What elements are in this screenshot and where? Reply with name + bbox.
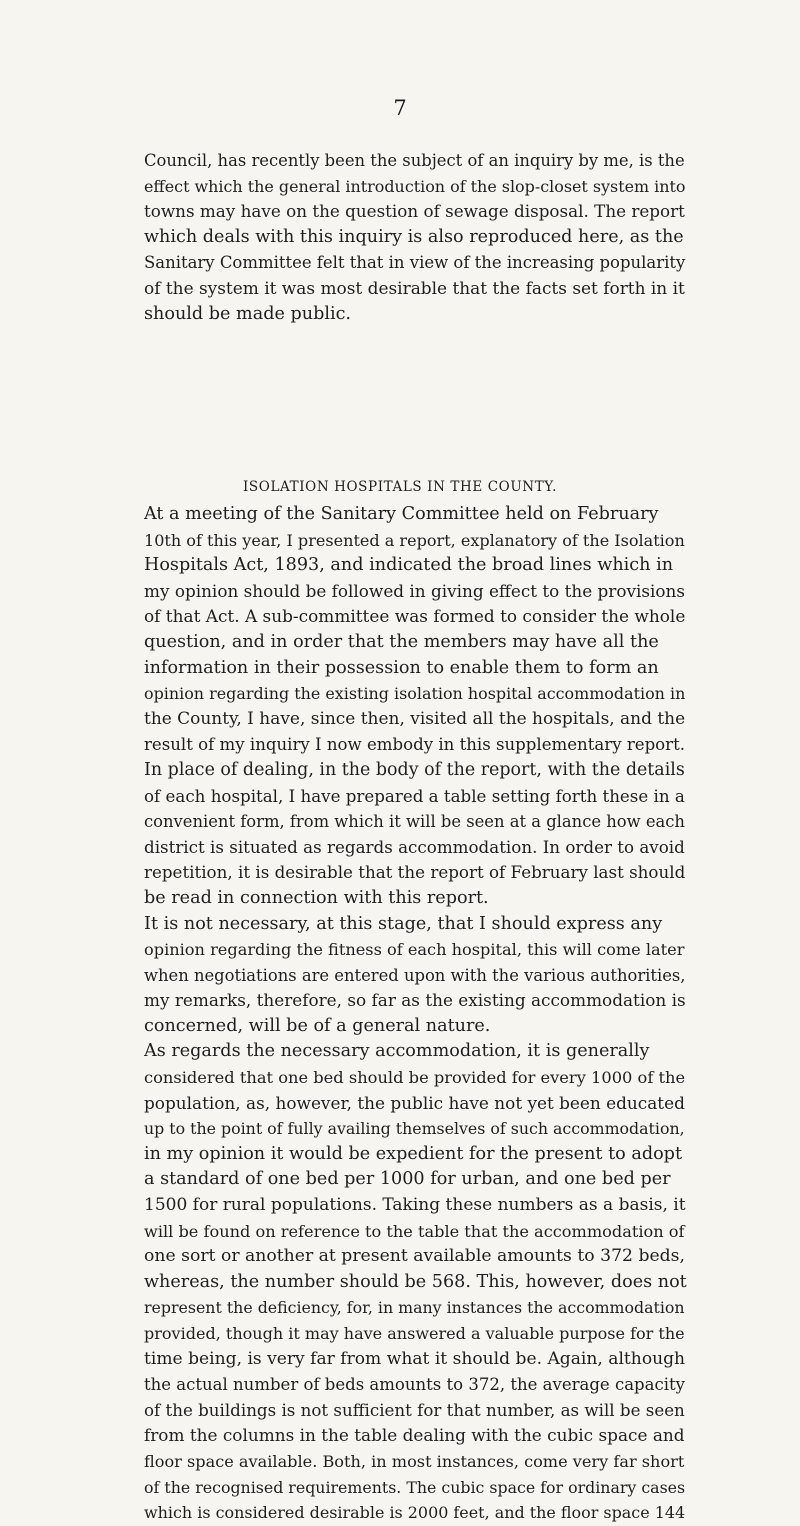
text-line: my remarks, therefore, so far as the existing accommodation is — [144, 990, 686, 1011]
text-line: will be found on reference to the table that the accommodation of — [144, 1221, 685, 1241]
text-line: of the buildings is not sufficient for that number, as will be seen — [144, 1400, 685, 1420]
text-line: one sort or another at present available amounts to 372 beds, — [144, 1246, 685, 1267]
text-line: of that Act. A sub-committee was formed to consider the whole — [144, 606, 686, 627]
page-number: 7 — [393, 96, 407, 120]
text-line: floor space available. Both, in most instances, come very far short — [144, 1451, 685, 1471]
text-line: be read in connection with this report. — [144, 887, 489, 908]
text-line: 1500 for rural populations. Taking these numbers as a basis, it — [144, 1195, 686, 1216]
text-line: opinion regarding the fitness of each hospital, this will come later — [144, 940, 685, 960]
text-line: provided, though it may have answered a valuable purpose for the — [144, 1324, 685, 1343]
text-line: towns may have on the question of sewage disposal. The report — [144, 201, 685, 222]
text-line: At a meeting of the Sanitary Committee held on February — [144, 504, 659, 524]
text-line: from the columns in the table dealing with the cubic space and — [144, 1425, 685, 1446]
text-line: which is considered desirable is 2000 feet, and the floor space 144 — [144, 1503, 686, 1523]
text-line: time being, is very far from what it should be. Again, although — [144, 1348, 686, 1369]
text-line: result of my inquiry I now embody in this supplementary report. — [144, 735, 686, 755]
text-line: effect which the general introduction of the slop-closet system into — [144, 176, 686, 196]
text-line: It is not necessary, at this stage, that I should express any — [144, 913, 663, 934]
text-line: in my opinion it would be expedient for the present to adopt — [144, 1143, 683, 1164]
text-line: repetition, it is desirable that the report of February last should — [144, 862, 686, 883]
text-line: represent the deficiency, for, in many instances the accommodation — [144, 1298, 685, 1318]
text-line: Sanitary Committee felt that in view of the increasing popularity — [144, 253, 686, 273]
text-line: district is situated as regards accommodation. In order to avoid — [144, 836, 685, 857]
text-line: concerned, will be of a general nature. — [144, 1015, 491, 1036]
text-line: 10th of this year, I presented a report, explanatory of the Isolation — [144, 530, 685, 550]
text-line: of each hospital, I have prepared a table setting forth these in a — [144, 786, 685, 806]
text-line: the actual number of beds amounts to 372, the average capacity — [144, 1375, 685, 1395]
text-line: In place of dealing, in the body of the report, with the details — [144, 759, 685, 780]
text-line: a standard of one bed per 1000 for urban, and one bed per — [144, 1169, 671, 1190]
text-line: Hospitals Act, 1893, and indicated the broad lines which in — [144, 555, 674, 576]
text-line: whereas, the number should be 568. This, however, does not — [144, 1271, 687, 1292]
text-line: when negotiations are entered upon with the various authorities, — [144, 965, 686, 985]
text-line: of the system it was most desirable that the facts set forth in it — [144, 277, 685, 298]
text-line: the County, I have, since then, visited all the hospitals, and the — [144, 708, 686, 729]
text-line: As regards the necessary accommodation, it is generally — [144, 1041, 650, 1062]
text-line: information in their possession to enable them to form an — [144, 657, 659, 678]
text-line: considered that one bed should be provided for every 1000 of the — [144, 1068, 686, 1088]
text-line: my opinion should be followed in giving effect to the provisions — [144, 580, 685, 601]
text-line: population, as, however, the public have not yet been educated — [144, 1092, 685, 1113]
text-line: Council, has recently been the subject of an inquiry by me, is the — [144, 151, 685, 170]
section-heading: ISOLATION HOSPITALS IN THE COUNTY. — [243, 479, 557, 495]
intro-paragraph — [144, 148, 688, 327]
text-line: of the recognised requirements. The cubic space for ordinary cases — [144, 1477, 686, 1497]
text-line: which deals with this inquiry is also reproduced here, as the — [144, 226, 684, 247]
section-body — [144, 502, 688, 1526]
text-line: convenient form, from which it will be seen at a glance how each — [144, 812, 685, 832]
text-line: should be made public. — [144, 303, 352, 324]
text-line: up to the point of fully availing themselves of such accommodation, — [144, 1119, 685, 1139]
text-line: opinion regarding the existing isolation hospital accommodation in — [144, 684, 686, 704]
text-line: question, and in order that the members may have all the — [144, 631, 659, 652]
